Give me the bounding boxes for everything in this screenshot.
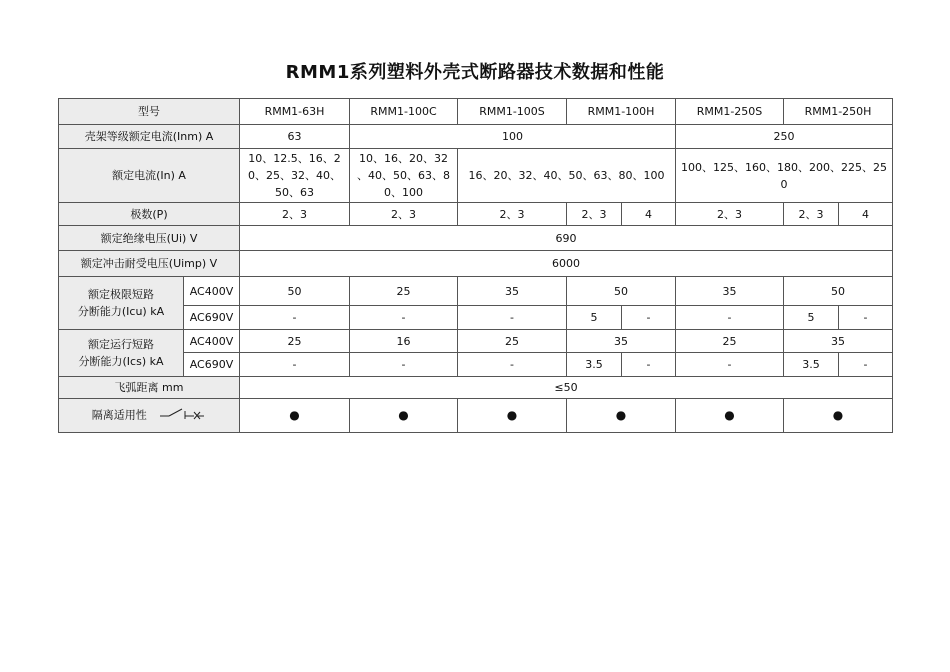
frame-current-63: 63 xyxy=(240,125,350,149)
poles-100s: 2、3 xyxy=(458,203,567,226)
rated-current-250-line: 0 xyxy=(780,177,788,191)
poles-250s: 2、3 xyxy=(676,203,784,226)
ics-ac400-label: AC400V xyxy=(184,330,240,353)
ics-ac690-label: AC690V xyxy=(184,353,240,377)
ics-ac400-row xyxy=(59,330,893,353)
arc-value: ≤50 xyxy=(240,377,893,399)
poles-250h-b: 4 xyxy=(839,203,893,226)
rated-current-row xyxy=(59,149,893,203)
isolation-mark-100c: ● xyxy=(350,399,458,433)
rated-current-label: 额定电流(In) A xyxy=(59,149,240,203)
frame-current-label: 壳架等级额定电流(Inm) A xyxy=(59,125,240,149)
poles-label: 极数(P) xyxy=(59,203,240,226)
ics-ac400-250s: 25 xyxy=(676,330,784,353)
arc-label: 飞弧距离 mm xyxy=(59,377,240,399)
ics-ac690-row xyxy=(59,353,893,377)
icu-ac400-label: AC400V xyxy=(184,277,240,306)
ics-ac690-250s: - xyxy=(676,353,784,377)
icu-ac400-100c: 25 xyxy=(350,277,458,306)
ics-ac690-100c: - xyxy=(350,353,458,377)
icu-ac690-row xyxy=(59,306,893,330)
model-100s: RMM1-100S xyxy=(458,99,567,125)
ics-label-line: 额定运行短路 xyxy=(88,338,154,351)
header-row xyxy=(59,99,893,125)
arc-row xyxy=(59,377,893,399)
icu-label xyxy=(59,277,184,330)
icu-ac400-63: 50 xyxy=(240,277,350,306)
ics-ac690-250h-a: 3.5 xyxy=(784,353,839,377)
icu-ac400-100s: 35 xyxy=(458,277,567,306)
icu-ac690-100s: - xyxy=(458,306,567,330)
model-header: 型号 xyxy=(59,99,240,125)
icu-ac690-label: AC690V xyxy=(184,306,240,330)
icu-ac400-250s: 35 xyxy=(676,277,784,306)
model-100h: RMM1-100H xyxy=(567,99,676,125)
ics-label xyxy=(59,330,184,377)
impulse-value: 6000 xyxy=(240,251,893,277)
ics-ac400-100s: 25 xyxy=(458,330,567,353)
ics-ac400-63: 25 xyxy=(240,330,350,353)
ics-ac400-100c: 16 xyxy=(350,330,458,353)
poles-250h-a: 2、3 xyxy=(784,203,839,226)
rated-current-100c-line: 、40、50、63、8 xyxy=(357,169,450,182)
rated-current-63 xyxy=(240,149,350,203)
frame-current-row xyxy=(59,125,893,149)
isolation-switch-icon xyxy=(160,406,206,425)
rated-current-100sh: 16、20、32、40、50、63、80、100 xyxy=(458,149,676,203)
spec-table xyxy=(58,98,893,433)
poles-100h-b: 4 xyxy=(622,203,676,226)
icu-ac690-250h-a: 5 xyxy=(784,306,839,330)
frame-current-100: 100 xyxy=(350,125,676,149)
icu-label-line: 额定极限短路 xyxy=(88,288,154,301)
isolation-mark-100h: ● xyxy=(567,399,676,433)
poles-100h-a: 2、3 xyxy=(567,203,622,226)
model-63h: RMM1-63H xyxy=(240,99,350,125)
icu-ac690-250h-b: - xyxy=(839,306,893,330)
isolation-row xyxy=(59,399,893,433)
icu-ac690-100h-a: 5 xyxy=(567,306,622,330)
rated-current-250-line: 100、125、160、180、200、225、25 xyxy=(681,160,888,174)
ics-ac690-100h-a: 3.5 xyxy=(567,353,622,377)
ics-ac690-100s: - xyxy=(458,353,567,377)
isolation-mark-250h: ● xyxy=(784,399,893,433)
insulation-value: 690 xyxy=(240,226,893,251)
frame-current-250: 250 xyxy=(676,125,893,149)
rated-current-100c-line: 10、16、20、32 xyxy=(359,152,448,165)
icu-ac400-row xyxy=(59,277,893,306)
poles-row xyxy=(59,203,893,226)
isolation-label-cell xyxy=(59,399,240,433)
impulse-label: 额定冲击耐受电压(Uimp) V xyxy=(59,251,240,277)
isolation-mark-100s: ● xyxy=(458,399,567,433)
poles-100c: 2、3 xyxy=(350,203,458,226)
ics-ac400-250h: 35 xyxy=(784,330,893,353)
ics-ac690-100h-b: - xyxy=(622,353,676,377)
icu-ac690-250s: - xyxy=(676,306,784,330)
ics-label-line: 分断能力(Ics) kA xyxy=(78,355,164,368)
ics-ac690-250h-b: - xyxy=(839,353,893,377)
rated-current-63-line: 10、12.5、16、2 xyxy=(248,152,341,165)
insulation-row xyxy=(59,226,893,251)
rated-current-100c xyxy=(350,149,458,203)
ics-ac690-63: - xyxy=(240,353,350,377)
impulse-row xyxy=(59,251,893,277)
isolation-mark-63: ● xyxy=(240,399,350,433)
model-250s: RMM1-250S xyxy=(676,99,784,125)
insulation-label: 额定绝缘电压(Ui) V xyxy=(59,226,240,251)
rated-current-100c-line: 0、100 xyxy=(384,186,423,199)
rated-current-250 xyxy=(676,149,893,203)
page-title: RMM1系列塑料外壳式断路器技术数据和性能 xyxy=(285,62,665,83)
icu-ac400-250h: 50 xyxy=(784,277,893,306)
icu-ac400-100h: 50 xyxy=(567,277,676,306)
ics-ac400-100h: 35 xyxy=(567,330,676,353)
icu-ac690-100c: - xyxy=(350,306,458,330)
icu-label-line: 分断能力(Icu) kA xyxy=(77,305,165,318)
poles-63: 2、3 xyxy=(240,203,350,226)
isolation-mark-250s: ● xyxy=(676,399,784,433)
model-250h: RMM1-250H xyxy=(784,99,893,125)
model-100c: RMM1-100C xyxy=(350,99,458,125)
rated-current-63-line: 0、25、32、40、 xyxy=(248,169,341,182)
icu-ac690-100h-b: - xyxy=(622,306,676,330)
isolation-label: 隔离适用性 xyxy=(91,408,147,422)
icu-ac690-63: - xyxy=(240,306,350,330)
rated-current-63-line: 50、63 xyxy=(275,186,314,199)
